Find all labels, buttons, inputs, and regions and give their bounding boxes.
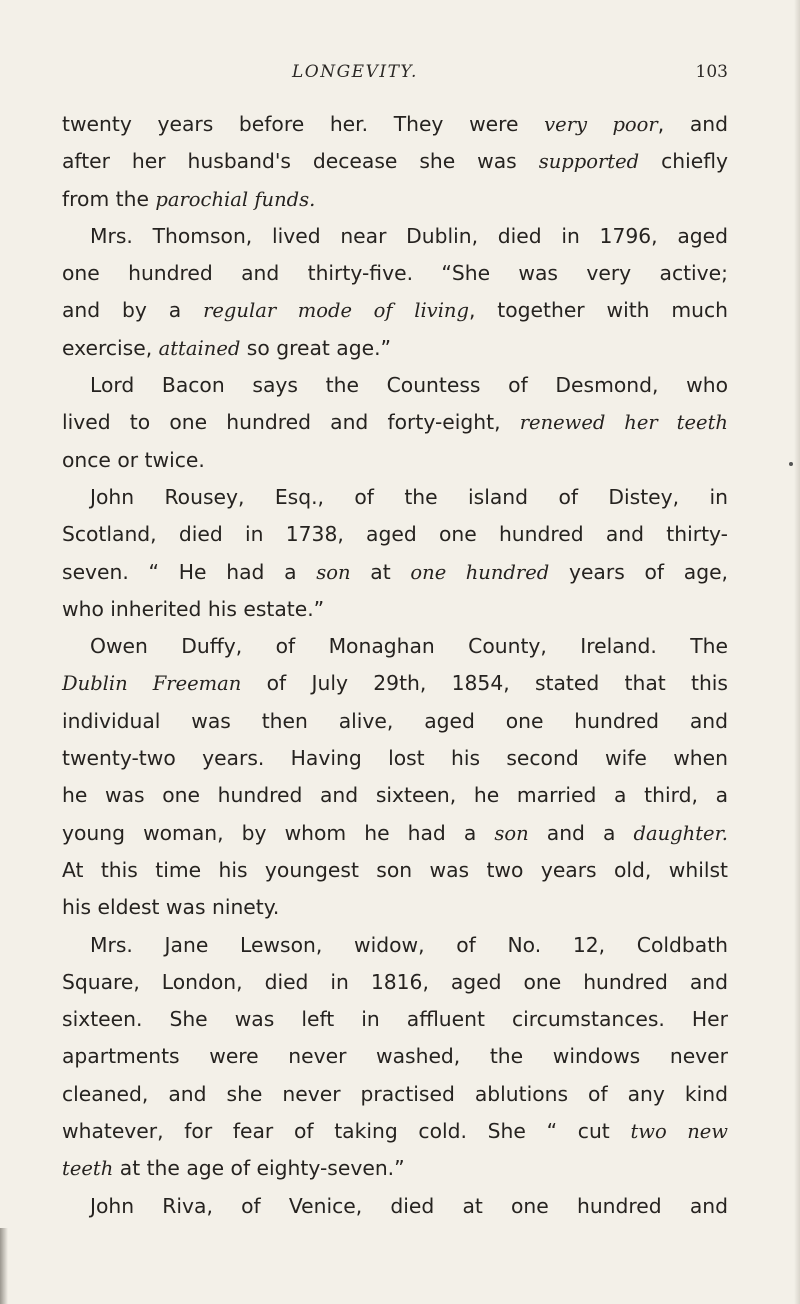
text-segment: after her husband's decease she was <box>62 149 539 174</box>
text-line <box>62 777 728 814</box>
italic-text: regular mode of living <box>203 299 469 323</box>
text-segment: and by a <box>62 298 204 323</box>
text-line <box>62 628 728 665</box>
italic-text: supported <box>538 150 640 174</box>
italic-text: attained <box>158 336 241 360</box>
page-edge <box>794 0 800 1304</box>
text-line <box>62 815 728 852</box>
text-line <box>62 218 728 255</box>
text-line <box>62 143 728 180</box>
body-text <box>62 106 728 1225</box>
italic-text: one hundred <box>410 560 550 584</box>
text-segment: John Rousey, Esq., of the island of Distey, in <box>90 484 728 509</box>
text-segment: one hundred and thirty-five. “She was very active; <box>62 261 728 286</box>
text-line <box>62 367 728 404</box>
text-segment: Mrs. Jane Lewson, widow, of No. 12, Coldbath <box>90 932 728 957</box>
text-segment: individual was then alive, aged one hundred and <box>62 708 728 733</box>
text-line <box>62 442 728 479</box>
text-segment: whatever, for fear of taking cold. She “ cut <box>62 1119 631 1144</box>
italic-text: very poor <box>544 113 658 136</box>
text-line <box>62 106 728 143</box>
text-line <box>62 703 728 740</box>
italic-text: Dublin Freeman <box>62 672 242 696</box>
running-title: LONGEVITY. <box>292 62 418 82</box>
text-line <box>62 479 728 516</box>
text-segment: seven. “ He had a <box>62 559 317 584</box>
running-header <box>62 56 728 96</box>
italic-text: daughter. <box>633 821 728 845</box>
text-segment: Lord Bacon says the Countess of Desmond, who <box>90 373 728 398</box>
text-segment: Mrs. Thomson, lived near Dublin, died in 1796, aged <box>90 223 728 248</box>
page-corner-shadow <box>0 1228 8 1304</box>
text-line <box>62 1038 728 1075</box>
text-segment: he was one hundred and sixteen, he married a third, a <box>62 783 728 808</box>
text-segment: who inherited his estate.” <box>62 596 325 621</box>
italic-text: parochial funds. <box>155 187 316 211</box>
text-segment: once or twice. <box>62 447 205 472</box>
text-line <box>62 889 728 926</box>
margin-speck <box>789 462 793 466</box>
text-line <box>62 404 728 441</box>
text-line <box>62 181 728 218</box>
italic-text: son <box>494 821 529 845</box>
italic-text: two new <box>630 1120 728 1144</box>
text-segment: Scotland, died in 1738, aged one hundred and thirty- <box>62 522 728 547</box>
text-segment: lived to one hundred and forty-eight, <box>62 410 520 435</box>
text-segment: his eldest was ninety. <box>62 895 280 920</box>
text-segment: cleaned, and she never practised ablutions of any kind <box>62 1081 728 1106</box>
text-segment: Square, London, died in 1816, aged one hundred and <box>62 969 728 994</box>
text-line <box>62 554 728 591</box>
text-segment: and a <box>528 820 634 845</box>
text-segment: apartments were never washed, the windows never <box>62 1044 728 1069</box>
page-number: 103 <box>695 62 728 82</box>
text-segment: of July 29th, 1854, stated that this <box>241 671 728 696</box>
text-segment: chiefly <box>639 149 728 174</box>
text-segment: at <box>350 559 411 584</box>
text-segment: young woman, by whom he had a <box>62 820 495 845</box>
text-segment: so great age.” <box>240 335 392 360</box>
italic-text: son <box>316 560 351 584</box>
text-segment: Owen Duffy, of Monaghan County, Ireland. The <box>90 634 728 659</box>
italic-text: renewed her teeth <box>519 411 728 435</box>
text-line <box>62 852 728 889</box>
text-line <box>62 665 728 702</box>
text-segment: years of age, <box>549 559 728 584</box>
text-line <box>62 255 728 292</box>
text-line <box>62 1150 728 1187</box>
text-line <box>62 330 728 367</box>
text-line <box>62 1188 728 1225</box>
text-segment: at the age of eighty-seven.” <box>113 1156 405 1181</box>
text-line <box>62 964 728 1001</box>
text-segment: exercise, <box>62 335 159 360</box>
text-segment: John Riva, of Venice, died at one hundred and <box>90 1193 728 1218</box>
text-line <box>62 740 728 777</box>
text-segment: twenty years before her. They were <box>62 112 545 136</box>
text-line <box>62 1113 728 1150</box>
text-line <box>62 516 728 553</box>
italic-text: teeth <box>62 1157 114 1181</box>
text-segment: , together with much <box>468 298 728 323</box>
text-segment: twenty-two years. Having lost his second wife when <box>62 746 728 771</box>
text-line <box>62 927 728 964</box>
text-segment: sixteen. She was left in affluent circumstances. Her <box>62 1007 728 1032</box>
text-segment: , and <box>657 112 728 136</box>
text-line <box>62 1076 728 1113</box>
text-segment: from the <box>62 186 156 211</box>
text-line <box>62 1001 728 1038</box>
text-line <box>62 591 728 628</box>
text-line <box>62 292 728 329</box>
text-segment: At this time his youngest son was two years old, whilst <box>62 857 728 882</box>
